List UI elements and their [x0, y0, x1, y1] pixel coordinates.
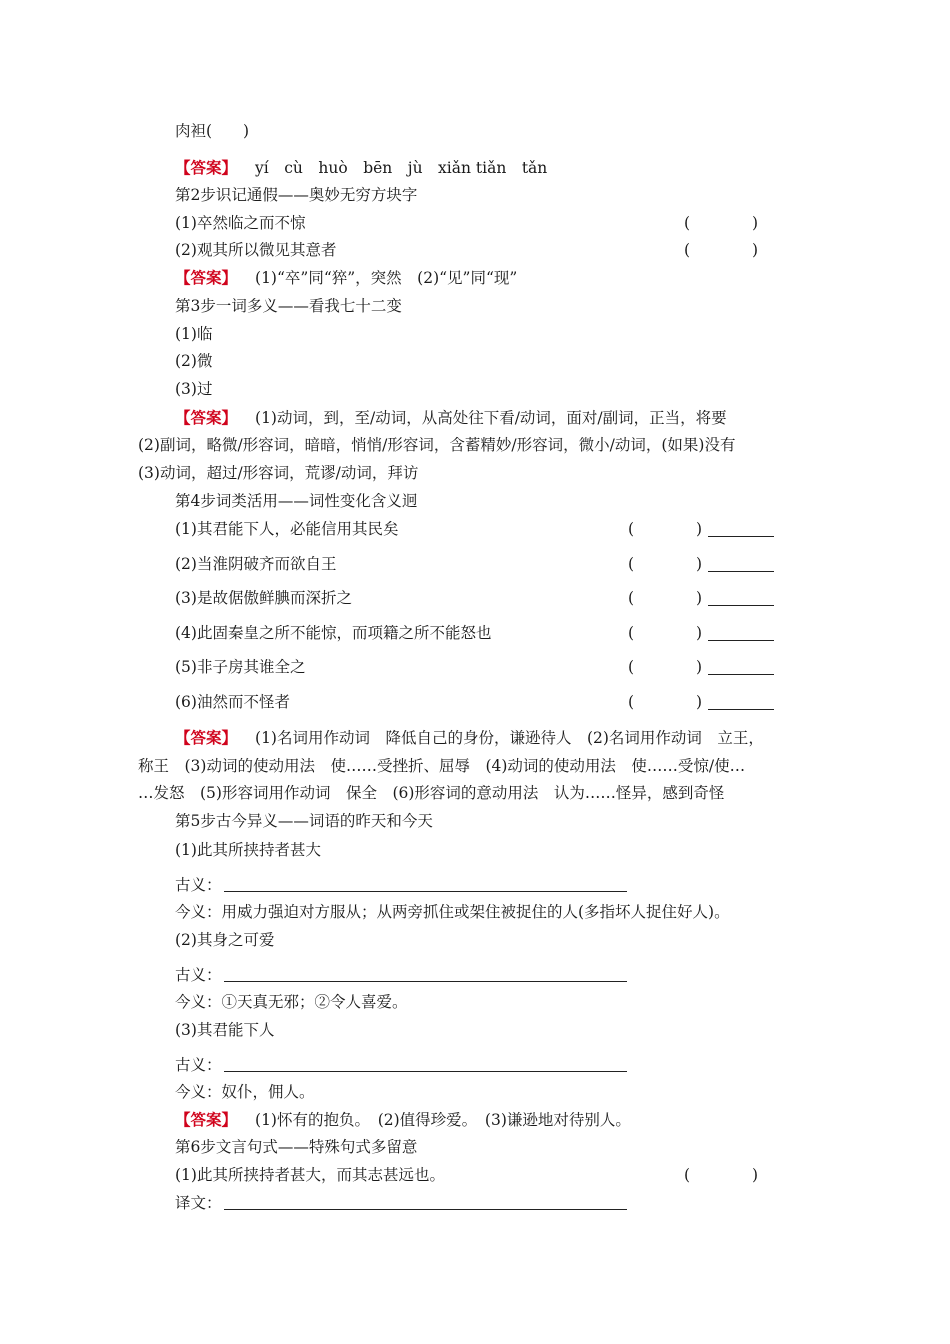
answer-text: (1)“卒”同“猝”，突然 (2)“见”同“现”: [255, 269, 518, 287]
section-heading: 第5步古今异义——词语的昨天和今天: [175, 812, 433, 830]
question-item: (2)当淮阴破齐而欲自王: [175, 555, 337, 573]
answer-label: 【答案】: [175, 158, 238, 177]
gloss-text: 今义：用威力强迫对方服从；从两旁抓住或架住被捉住的人(多指坏人捉住好人)。: [175, 903, 730, 921]
answer-label: 【答案】: [175, 728, 238, 747]
fill-blank[interactable]: [708, 674, 774, 675]
answer-line: [175, 727, 764, 749]
answer-text: (1)动词，到，至/动词，从高处往下看/动词，面对/副词，正当，将要: [255, 409, 727, 427]
fill-blank[interactable]: [708, 571, 774, 572]
vocab-text: 肉袒( ): [175, 122, 250, 140]
question-item: (1)其君能下人，必能信用其民矣: [175, 520, 399, 538]
question-item: (3)其君能下人: [175, 1021, 275, 1039]
gloss-text: 今义：奴仆，佣人。: [175, 1083, 315, 1101]
question-item: (2)其身之可爱: [175, 931, 275, 949]
answer-paren: ( ): [684, 214, 759, 232]
question-item: (2)微: [175, 352, 213, 370]
fill-blank[interactable]: [708, 605, 774, 606]
question-item: (1)此其所挟持者甚大，而其志甚远也。: [175, 1166, 445, 1184]
answer-label: 【答案】: [175, 268, 238, 287]
question-item: (2)观其所以微见其意者: [175, 241, 337, 259]
gloss-label: 古义：: [175, 876, 222, 894]
fill-blank[interactable]: [224, 891, 627, 892]
answer-paren: ( ): [628, 624, 703, 642]
question-item: (1)临: [175, 325, 213, 343]
answer-text: (1)名词用作动词 降低自己的身份，谦逊待人 (2)名词用作动词 立王，: [255, 729, 764, 747]
answer-text: (3)动词，超过/形容词，荒谬/动词，拜访: [138, 464, 419, 482]
question-item: (4)此固秦皇之所不能惊，而项籍之所不能怒也: [175, 624, 492, 642]
answer-line: [175, 1109, 631, 1131]
answer-label: 【答案】: [175, 1110, 238, 1129]
answer-text: …发怒 (5)形容词用作动词 保全 (6)形容词的意动用法 认为……怪异，感到奇怪: [138, 784, 725, 802]
section-heading: 第4步词类活用——词性变化含义迥: [175, 492, 418, 510]
gloss-label: 古义：: [175, 1056, 222, 1074]
answer-line: [175, 407, 727, 429]
fill-blank[interactable]: [708, 536, 774, 537]
answer-paren: ( ): [628, 693, 703, 711]
question-item: (3)是故倨傲鲜腆而深折之: [175, 589, 352, 607]
answer-text: yí cù huò bēn jù xiǎn tiǎn tǎn: [255, 159, 548, 177]
section-heading: 第2步识记通假——奥妙无穷方块字: [175, 186, 418, 204]
section-heading: 第6步文言句式——特殊句式多留意: [175, 1138, 418, 1156]
answer-paren: ( ): [628, 520, 703, 538]
gloss-label: 古义：: [175, 966, 222, 984]
fill-blank[interactable]: [224, 1071, 627, 1072]
question-item: (6)油然而不怪者: [175, 693, 290, 711]
gloss-label: 译文：: [175, 1194, 222, 1212]
answer-label: 【答案】: [175, 408, 238, 427]
answer-paren: ( ): [628, 589, 703, 607]
answer-paren: ( ): [684, 1166, 759, 1184]
answer-paren: ( ): [684, 241, 759, 259]
answer-line: [175, 157, 547, 179]
question-item: (1)卒然临之而不惊: [175, 214, 306, 232]
gloss-text: 今义：①天真无邪；②令人喜爱。: [175, 993, 408, 1011]
section-heading: 第3步一词多义——看我七十二变: [175, 297, 402, 315]
question-item: (5)非子房其谁全之: [175, 658, 306, 676]
question-item: (1)此其所挟持者甚大: [175, 841, 321, 859]
fill-blank[interactable]: [708, 640, 774, 641]
fill-blank[interactable]: [224, 1209, 627, 1210]
question-item: (3)过: [175, 380, 213, 398]
fill-blank[interactable]: [224, 981, 627, 982]
fill-blank[interactable]: [708, 709, 774, 710]
answer-line: [175, 267, 517, 289]
answer-text: (1)怀有的抱负。 (2)值得珍爱。 (3)谦逊地对待别人。: [255, 1111, 631, 1129]
answer-paren: ( ): [628, 555, 703, 573]
answer-text: (2)副词，略微/形容词，暗暗，悄悄/形容词，含蓄精妙/形容词，微小/动词，(如果)没有: [138, 436, 736, 454]
answer-paren: ( ): [628, 658, 703, 676]
vocab-item: [175, 120, 249, 142]
answer-text: 称王 (3)动词的使动用法 使……受挫折、屈辱 (4)动词的使动用法 使……受惊/使…: [138, 757, 746, 775]
